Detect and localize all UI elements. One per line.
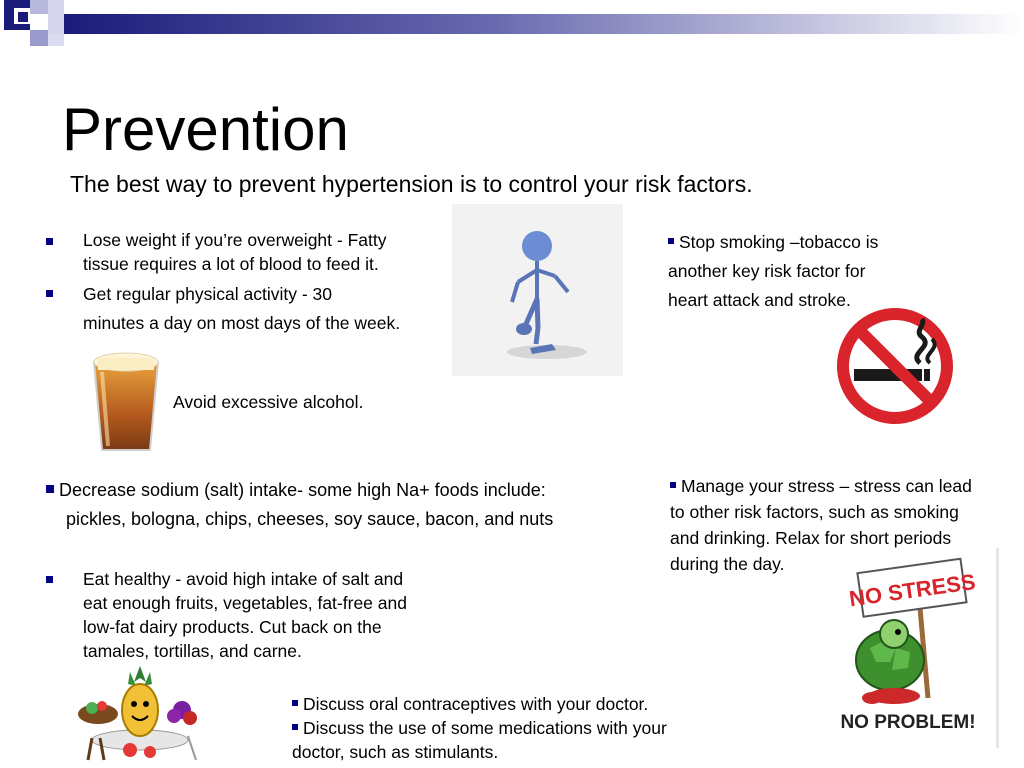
slide-subtitle: The best way to prevent hypertension is to control your risk factors. <box>70 171 753 197</box>
bullet-marker <box>46 485 54 493</box>
eat-healthy-text: Eat healthy - avoid high intake of salt and eat enough fruits, vegetables, fat-free and low-fat dairy products. Cut back on the tamales, tortillas, and carne. <box>83 569 407 661</box>
bullet-marker <box>670 482 676 488</box>
sign-text: NO STRESS <box>847 568 978 612</box>
bullet-lose-weight: Lose weight if you’re overweight - Fatty tissue requires a lot of blood to feed it. <box>83 230 387 274</box>
alcohol-text: Avoid excessive alcohol. <box>173 392 364 412</box>
fruit-mascot-icon <box>70 660 210 766</box>
bullet-marker <box>668 238 674 244</box>
discuss-text: Discuss oral contraceptives with your doctor. Discuss the use of some medications with your doctor, such as stimulants. <box>292 694 667 762</box>
slide-title: Prevention <box>62 96 349 163</box>
bullet-marker <box>46 238 53 245</box>
no-smoking-icon <box>836 307 954 425</box>
bullet-marker <box>46 576 53 583</box>
caption-text: NO PROBLEM! <box>840 712 976 733</box>
header-gradient-bar <box>0 0 1024 46</box>
beer-glass-icon <box>90 350 162 456</box>
walking-figure-icon <box>452 204 623 376</box>
smoking-text: Stop smoking –tobacco is another key risk factor for heart attack and stroke. <box>668 232 879 310</box>
bullet-marker <box>292 700 298 706</box>
bullet-marker <box>46 290 53 297</box>
bullet-marker <box>292 724 298 730</box>
no-stress-turtle-icon <box>820 548 1000 748</box>
sodium-text: Decrease sodium (salt) intake- some high Na+ foods include: pickles, bologna, chips, cheeses, soy sauce, bacon, and nuts <box>46 476 553 534</box>
stress-text: Manage your stress – stress can lead to other risk factors, such as smoking and drinking. Relax for short periods during the day. <box>670 476 972 574</box>
bullet-physical-activity: Get regular physical activity - 30 minutes a day on most days of the week. <box>83 284 401 333</box>
